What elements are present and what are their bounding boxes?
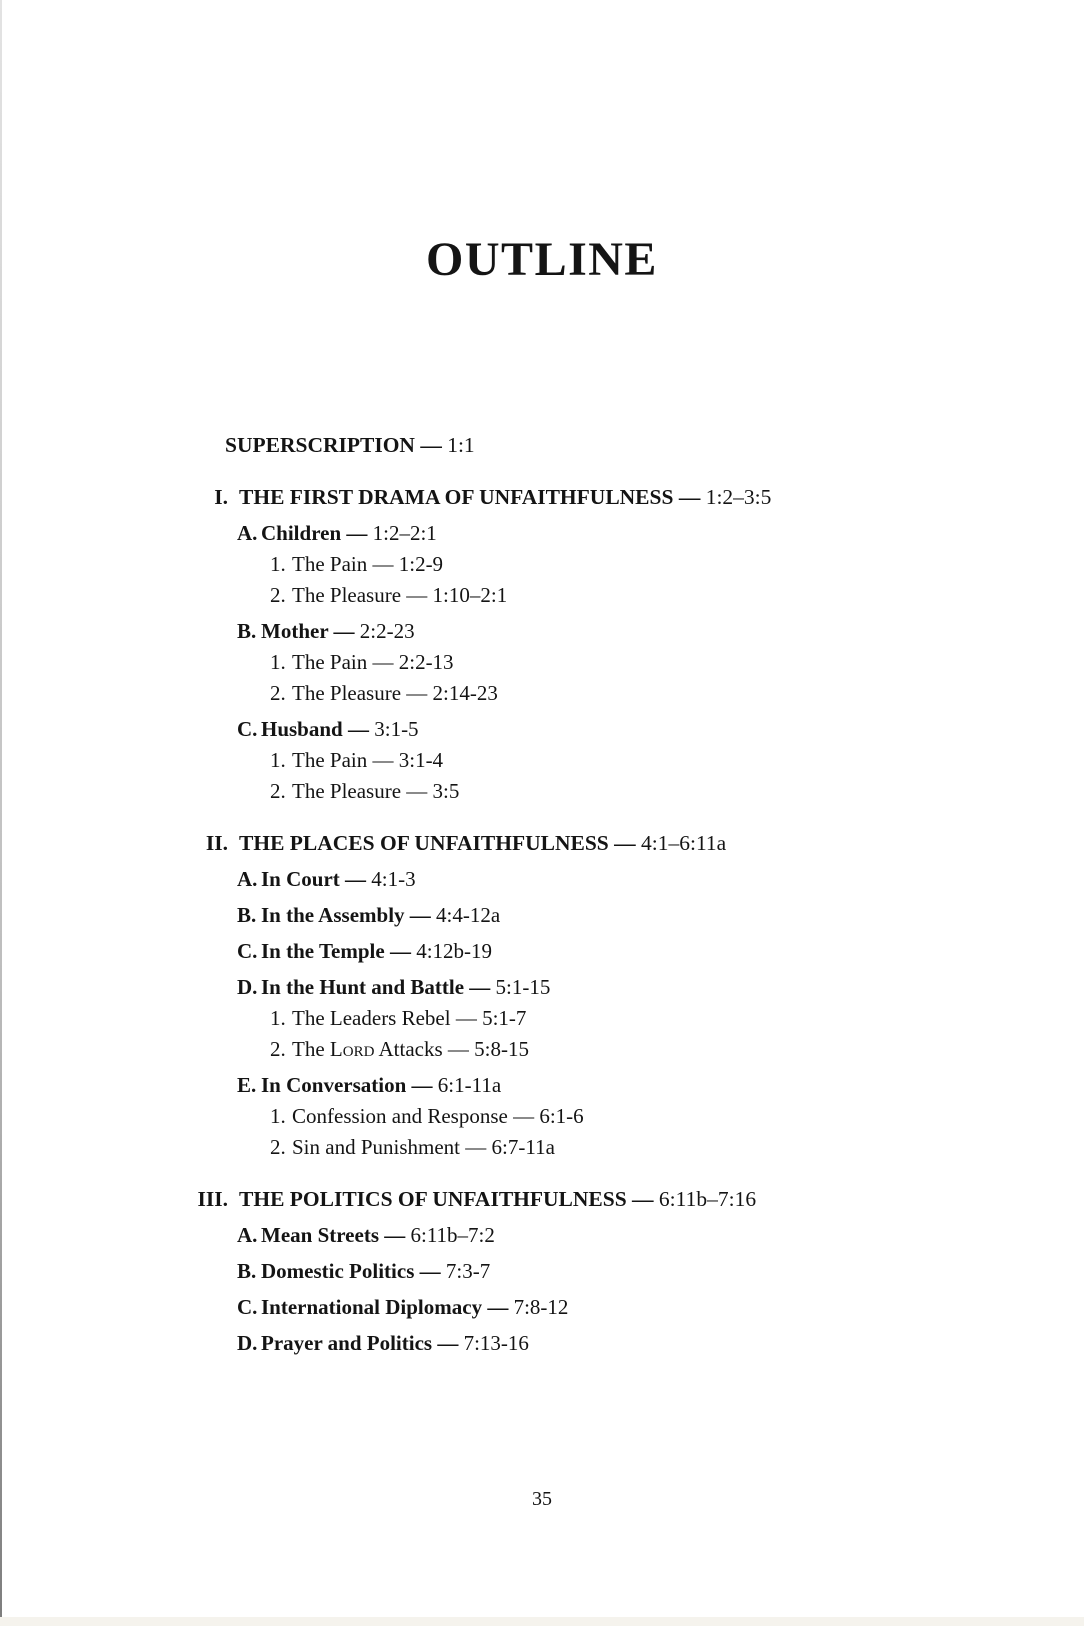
outline-item-label: The Pain (292, 748, 368, 772)
outline-item-label: The Lord Attacks (292, 1037, 443, 1061)
outline-item-label: Domestic Politics (261, 1259, 415, 1283)
outline-item-separator: — (339, 867, 372, 891)
outline-item (0, 1034, 1084, 1064)
outline-item-separator: — (379, 1223, 411, 1247)
outline-item-marker: 2. (270, 779, 286, 803)
outline-item (0, 900, 1084, 930)
outline-item-separator: — (342, 717, 375, 741)
outline-item (0, 580, 1084, 610)
outline-item (0, 1070, 1084, 1100)
outline-item-marker: 1. (270, 1104, 286, 1128)
page-bottom-strip (0, 1617, 1084, 1626)
outline-item (0, 616, 1084, 646)
outline-item-ref: 4:1-3 (371, 867, 416, 891)
outline-item-separator: — (384, 939, 417, 963)
outline-item-separator: — (673, 485, 706, 509)
outline-item-separator: — (401, 681, 433, 705)
outline-item-separator: — (401, 583, 433, 607)
outline-item (0, 1292, 1084, 1322)
outline-item-ref: 6:11b–7:2 (410, 1223, 495, 1247)
outline-item-marker: B. (237, 619, 257, 643)
outline-item-separator: — (414, 1259, 446, 1283)
outline-item-label: Sin and Punishment (292, 1135, 461, 1159)
outline-item-separator: — (367, 650, 399, 674)
outline-item (0, 1328, 1084, 1358)
outline-item-separator: — (442, 1037, 475, 1061)
outline-item (0, 1003, 1084, 1033)
outline-item-label: In the Assembly (261, 903, 405, 927)
outline-item (0, 1256, 1084, 1286)
outline-item-marker: 2. (270, 1135, 286, 1159)
outline-item (0, 518, 1084, 548)
outline-item-marker: A. (237, 1223, 258, 1247)
outline-item-marker: B. (237, 903, 257, 927)
page-number: 35 (532, 1488, 552, 1510)
outline-item-marker: A. (237, 521, 258, 545)
outline-item-separator: — (401, 779, 433, 803)
outline-item-marker: III. (197, 1187, 228, 1211)
outline-item (0, 482, 1084, 512)
outline-item-label: In Conversation (261, 1073, 407, 1097)
outline-item-ref: 6:11b–7:16 (658, 1187, 757, 1211)
outline-item-label: Mother (261, 619, 329, 643)
outline-item-ref: 6:7-11a (491, 1135, 555, 1159)
outline-item (0, 1220, 1084, 1250)
outline-item (0, 828, 1084, 858)
outline-item-label: The Leaders Rebel (292, 1006, 451, 1030)
outline-item (0, 647, 1084, 677)
outline-item (0, 864, 1084, 894)
outline-item (0, 936, 1084, 966)
outline-item-label: The Pleasure (292, 779, 402, 803)
outline-item (0, 972, 1084, 1002)
outline-item-marker: A. (237, 867, 258, 891)
outline-item-separator: — (406, 1073, 438, 1097)
outline-item-ref: 7:3-7 (445, 1259, 491, 1283)
outline-item-ref: 3:1-4 (398, 748, 444, 772)
outline-item-ref: 1:2-9 (398, 552, 444, 576)
outline-item-ref: 1:2–3:5 (705, 485, 772, 509)
outline-item-separator: — (482, 1295, 514, 1319)
outline-item-marker: I. (214, 485, 228, 509)
outline-item-ref: 1:1 (447, 433, 475, 457)
outline-item-marker: 2. (270, 1037, 286, 1061)
outline-item-separator: — (328, 619, 360, 643)
outline-item-marker: D. (237, 1331, 258, 1355)
outline-item-label: Confession and Response (292, 1104, 508, 1128)
outline-item-label: International Diplomacy (261, 1295, 483, 1319)
outline-item-marker: E. (237, 1073, 257, 1097)
outline-item-marker: D. (237, 975, 258, 999)
outline-item-ref: 2:2-23 (359, 619, 415, 643)
outline-item-separator: — (450, 1006, 483, 1030)
outline-item-separator: — (464, 975, 496, 999)
outline-item-ref: 2:2-13 (398, 650, 454, 674)
outline-item-marker: C. (237, 1295, 258, 1319)
outline-item-label: In the Hunt and Battle (261, 975, 465, 999)
outline-item-marker: B. (237, 1259, 257, 1283)
outline-item-ref: 3:5 (432, 779, 460, 803)
outline-item-ref: 5:8-15 (474, 1037, 529, 1061)
outline-item-marker: 1. (270, 650, 286, 674)
outline-item-ref: 1:10–2:1 (432, 583, 508, 607)
outline-item-label: The Pain (292, 650, 368, 674)
outline-item-marker: 1. (270, 1006, 286, 1030)
outline-item-label: Prayer and Politics (261, 1331, 433, 1355)
outline-item-label: In the Temple (261, 939, 385, 963)
outline-item-marker: 1. (270, 552, 286, 576)
outline-item-label: Mean Streets (261, 1223, 379, 1247)
outline-item-label: In Court (261, 867, 340, 891)
outline-item-ref: 4:12b-19 (416, 939, 493, 963)
outline-item (0, 1101, 1084, 1131)
outline-item-label: The Pleasure (292, 583, 402, 607)
outline-item-label: THE PLACES OF UNFAITHFULNESS (239, 831, 609, 855)
smallcaps-word: Lord (329, 1037, 375, 1061)
outline-item-ref: 3:1-5 (374, 717, 419, 741)
outline-item (0, 745, 1084, 775)
outline-item-marker: 2. (270, 681, 286, 705)
outline-item-marker: II. (205, 831, 228, 855)
outline-item-separator: — (341, 521, 373, 545)
outline-item-ref: 7:13-16 (463, 1331, 529, 1355)
outline-item-ref: 4:4-12a (436, 903, 501, 927)
outline-item-label: The Pleasure (292, 681, 402, 705)
outline-item-marker: 1. (270, 748, 286, 772)
outline-item-separator: — (608, 831, 641, 855)
outline-item (0, 1184, 1084, 1214)
outline-item-label: Husband (261, 717, 343, 741)
outline-item (0, 549, 1084, 579)
outline-item (0, 1132, 1084, 1162)
outline-item-label: SUPERSCRIPTION (225, 433, 415, 457)
outline-list (0, 430, 1084, 1358)
outline-item-separator: — (626, 1187, 659, 1211)
outline-item-label: Children (261, 521, 342, 545)
outline-item-marker: C. (237, 717, 258, 741)
outline-item (0, 678, 1084, 708)
outline-item-label: THE POLITICS OF UNFAITHFULNESS (239, 1187, 627, 1211)
outline-item-ref: 5:1-7 (482, 1006, 527, 1030)
page-title: OUTLINE (426, 233, 658, 286)
outline-item (0, 430, 1084, 460)
outline-item-separator: — (507, 1104, 540, 1128)
outline-item-separator: — (414, 433, 448, 457)
outline-item-label: THE FIRST DRAMA OF UNFAITHFULNESS (239, 485, 674, 509)
outline-item-separator: — (460, 1135, 492, 1159)
outline-item-label: The Pain (292, 552, 368, 576)
outline-item (0, 776, 1084, 806)
outline-item (0, 714, 1084, 744)
outline-item-ref: 6:1-6 (539, 1104, 584, 1128)
outline-item-ref: 4:1–6:11a (641, 831, 727, 855)
outline-item-separator: — (367, 748, 399, 772)
outline-item-ref: 1:2–2:1 (372, 521, 437, 545)
outline-item-separator: — (404, 903, 437, 927)
outline-item-ref: 2:14-23 (432, 681, 498, 705)
outline-item-marker: C. (237, 939, 258, 963)
outline-item-marker: 2. (270, 583, 286, 607)
outline-item-separator: — (432, 1331, 464, 1355)
outline-item-ref: 6:1-11a (437, 1073, 502, 1097)
outline-item-ref: 5:1-15 (495, 975, 551, 999)
outline-item-ref: 7:8-12 (513, 1295, 569, 1319)
outline-item-separator: — (367, 552, 399, 576)
